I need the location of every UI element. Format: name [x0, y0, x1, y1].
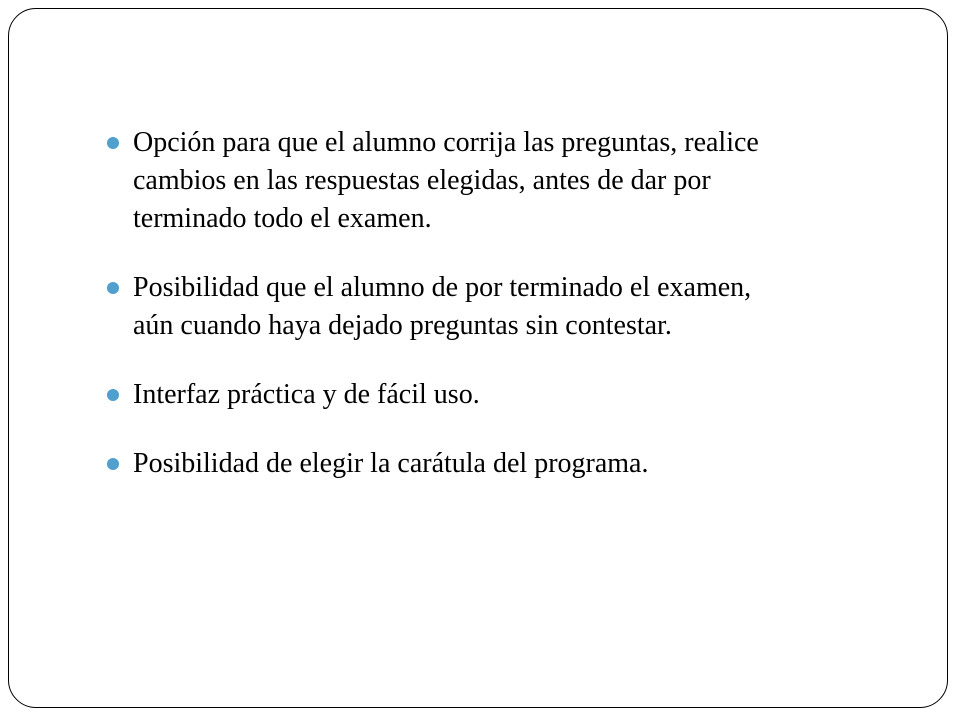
bullet-text-line: Interfaz práctica y de fácil uso.	[133, 379, 480, 410]
bullet-dot-icon	[107, 282, 119, 294]
bullet-item	[107, 445, 897, 483]
bullet-text-line: aún cuando haya dejado preguntas sin contestar.	[133, 310, 672, 341]
bullet-text-line: cambios en las respuestas elegidas, antes de dar por	[133, 165, 711, 196]
bullet-text-line: Posibilidad que el alumno de por terminado el examen,	[133, 272, 752, 303]
bullet-text-line: terminado todo el examen.	[133, 203, 432, 234]
bullet-dot-icon	[107, 389, 119, 401]
bullet-dot-icon	[107, 458, 119, 470]
bullet-text-line: Posibilidad de elegir la carátula del programa.	[133, 448, 649, 479]
bullet-text-line: Opción para que el alumno corrija las preguntas, realice	[133, 127, 759, 158]
bullet-item	[107, 124, 897, 238]
bullet-list	[107, 124, 897, 483]
bullet-item	[107, 376, 897, 414]
bullet-item	[107, 269, 897, 345]
bullet-dot-icon	[107, 137, 119, 149]
